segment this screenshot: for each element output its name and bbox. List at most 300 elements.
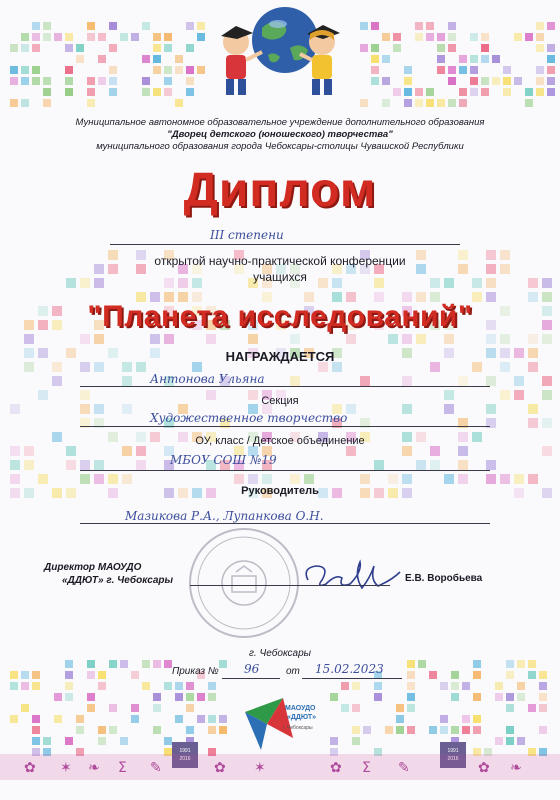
mosaic-tile [122, 474, 132, 484]
mosaic-tile [262, 474, 272, 484]
mosaic-tile [517, 660, 525, 668]
mosaic-tile [153, 693, 161, 701]
mosaic-tile [120, 33, 128, 41]
mosaic-tile [473, 715, 481, 723]
mosaic-tile [407, 726, 415, 734]
mosaic-tile [514, 33, 522, 41]
mosaic-tile [87, 22, 95, 30]
mosaic-tile [32, 22, 40, 30]
mosaic-tile [76, 715, 84, 723]
mosaic-tile [65, 33, 73, 41]
mosaic-tile [108, 474, 118, 484]
mosaic-tile [32, 737, 40, 745]
mosaic-tile [418, 660, 426, 668]
mosaic-tile [32, 682, 40, 690]
mosaic-tile [404, 88, 412, 96]
mosaic-tile [66, 460, 76, 470]
mosaic-tile [87, 660, 95, 668]
mosaic-tile [153, 55, 161, 63]
mosaic-tile [352, 726, 360, 734]
mosaic-tile [448, 66, 456, 74]
mosaic-tile [396, 704, 404, 712]
conference-name: "Планета исследований" [87, 300, 473, 333]
mosaic-tile [32, 44, 40, 52]
round-stamp [190, 529, 298, 637]
years-end-right: 2016 [447, 756, 459, 762]
mosaic-tile [536, 33, 544, 41]
mosaic-tile [528, 474, 538, 484]
recipient-name: Антонова Ульяна [150, 372, 265, 386]
mosaic-tile [153, 44, 161, 52]
mosaic-tile [514, 77, 522, 85]
mosaic-tile [404, 66, 412, 74]
mosaic-tile [10, 44, 18, 52]
mosaic-tile [186, 704, 194, 712]
mosaic-tile [536, 44, 544, 52]
mosaic-tile [65, 682, 73, 690]
years-start-left: 1991 [179, 748, 191, 754]
school-value: МБОУ СОШ №19 [170, 453, 277, 467]
mosaic-tile [539, 726, 547, 734]
mosaic-tile [65, 44, 73, 52]
mosaic-tile [430, 446, 440, 456]
mosaic-tile [536, 77, 544, 85]
mosaic-tile [503, 88, 511, 96]
mosaic-tile [120, 737, 128, 745]
section-line [80, 426, 490, 427]
book-icon-2: ✎ [398, 760, 410, 776]
mosaic-tile [506, 660, 514, 668]
mosaic-tile [10, 682, 18, 690]
logo-text-1: МАОУДО [285, 705, 316, 712]
order-date: 15.02.2023 [315, 662, 384, 676]
mosaic-tile [486, 376, 496, 386]
mosaic-tile [374, 682, 382, 690]
mosaic-tile [382, 33, 390, 41]
mosaic-tile [10, 715, 18, 723]
mosaic-tile [426, 33, 434, 41]
director-signature-line [190, 585, 390, 586]
order-number: 96 [244, 662, 260, 676]
mosaic-tile [525, 99, 533, 107]
mosaic-tile [43, 99, 51, 107]
mosaic-tile [32, 77, 40, 85]
mosaic-tile [153, 66, 161, 74]
mosaic-tile [24, 446, 34, 456]
mosaic-tile [481, 44, 489, 52]
mosaic-tile [219, 715, 227, 723]
mosaic-tile [175, 682, 183, 690]
mosaic-tile [547, 77, 555, 85]
mosaic-tile [416, 334, 426, 344]
mosaic-tile [360, 44, 368, 52]
mosaic-tile [426, 88, 434, 96]
mosaic-tile [437, 66, 445, 74]
mosaic-tile [458, 474, 468, 484]
mosaic-tile [65, 693, 73, 701]
mosaic-tile [451, 671, 459, 679]
mosaic-tile [164, 88, 172, 96]
mosaic-tile [290, 474, 300, 484]
mosaic-tile [164, 44, 172, 52]
mosaic-tile [43, 77, 51, 85]
mosaic-tile [500, 474, 510, 484]
mosaic-tile [528, 704, 536, 712]
mosaic-tile [360, 99, 368, 107]
mosaic-tile [43, 22, 51, 30]
mosaic-tile [451, 726, 459, 734]
mosaic-tile [21, 704, 29, 712]
mosaic-tile [495, 693, 503, 701]
mosaic-tile [415, 99, 423, 107]
mosaic-tile [76, 44, 84, 52]
mosaic-tile [470, 77, 478, 85]
mosaic-tile [444, 334, 454, 344]
mosaic-tile [32, 66, 40, 74]
mosaic-tile [459, 55, 467, 63]
years-start-right: 1991 [447, 748, 459, 754]
mosaic-tile [407, 682, 415, 690]
mosaic-tile [206, 334, 216, 344]
mosaic-tile [175, 693, 183, 701]
mosaic-tile [87, 693, 95, 701]
mosaic-tile [66, 446, 76, 456]
mosaic-tile [451, 693, 459, 701]
mosaic-tile [415, 22, 423, 30]
mosaic-tile [208, 715, 216, 723]
supervisor-line [80, 523, 490, 524]
school-line [80, 470, 490, 471]
mosaic-tile [396, 726, 404, 734]
mosaic-tile [21, 99, 29, 107]
mosaic-tile [142, 660, 150, 668]
mosaic-tile [54, 693, 62, 701]
mosaic-tile [65, 660, 73, 668]
mosaic-tile [98, 737, 106, 745]
logo-text-3: г. Чебоксары [283, 725, 313, 731]
mosaic-tile [54, 33, 62, 41]
mosaic-tile [80, 334, 90, 344]
city: г. Чебоксары [248, 648, 312, 659]
mosaic-tile [21, 44, 29, 52]
mosaic-tile [219, 726, 227, 734]
mosaic-tile [404, 99, 412, 107]
mosaic-tile [473, 693, 481, 701]
mosaic-tile [500, 334, 510, 344]
mosaic-tile [122, 376, 132, 386]
mosaic-tile [80, 460, 90, 470]
mosaic-tile [430, 460, 440, 470]
mosaic-tile [539, 682, 547, 690]
mosaic-tile [10, 474, 20, 484]
mosaic-tile [486, 460, 496, 470]
mosaic-tile [352, 682, 360, 690]
mosaic-tile [136, 460, 146, 470]
award-label: НАГРАЖДАЕТСЯ [225, 349, 335, 364]
mosaic-tile [98, 33, 106, 41]
mosaic-tile [65, 737, 73, 745]
mosaic-tile [164, 334, 174, 344]
logo-text-2: «ДДЮТ» [287, 714, 317, 721]
mosaic-tile [528, 660, 536, 668]
mosaic-tile [186, 22, 194, 30]
mosaic-tile [87, 671, 95, 679]
flower-icon-3: ✿ [330, 760, 342, 776]
mosaic-tile [32, 715, 40, 723]
mosaic-tile [371, 22, 379, 30]
mosaic-tile [65, 88, 73, 96]
mosaic-tile [393, 44, 401, 52]
mosaic-tile [437, 55, 445, 63]
mosaic-tile [175, 715, 183, 723]
mosaic-tile [164, 77, 172, 85]
org-line-2: "Дворец детского (юношеского) творчества" [167, 129, 393, 140]
mosaic-tile [470, 33, 478, 41]
mosaic-tile [248, 334, 258, 344]
mosaic-tile [473, 726, 481, 734]
mosaic-tile [525, 88, 533, 96]
mosaic-tile [43, 737, 51, 745]
mosaic-tile [448, 44, 456, 52]
mosaic-tile [164, 33, 172, 41]
mosaic-tile [80, 474, 90, 484]
mosaic-tile [153, 33, 161, 41]
spark-icon: ✶ [60, 760, 72, 776]
mosaic-tile [470, 88, 478, 96]
mosaic-tile [109, 66, 117, 74]
mosaic-tile [539, 704, 547, 712]
mosaic-tile [186, 88, 194, 96]
mosaic-tile [98, 726, 106, 734]
mosaic-tile [346, 334, 356, 344]
drop-icon: ❧ [88, 760, 100, 776]
mosaic-tile [197, 693, 205, 701]
mosaic-tile [21, 77, 29, 85]
mosaic-tile [542, 376, 552, 386]
mosaic-tile [528, 671, 536, 679]
director-title-2: «ДДЮТ» г. Чебоксары [62, 575, 174, 586]
mosaic-tile [539, 693, 547, 701]
mosaic-tile [52, 376, 62, 386]
mosaic-tile [219, 660, 227, 668]
mosaic-tile [197, 715, 205, 723]
mosaic-tile [547, 66, 555, 74]
mosaic-tile [54, 715, 62, 723]
org-line-1: Муниципальное автономное образовательное учреждение дополнительного образования [75, 117, 485, 128]
mosaic-tile [330, 693, 338, 701]
mosaic-tile [197, 66, 205, 74]
flower-icon-4: ✿ [478, 760, 490, 776]
mosaic-tile [186, 77, 194, 85]
mosaic-tile [514, 376, 524, 386]
mosaic-tile [486, 474, 496, 484]
mosaic-tile [402, 334, 412, 344]
director-name: Е.В. Воробьева [405, 573, 483, 584]
mosaic-tile [363, 726, 371, 734]
mosaic-tile [208, 726, 216, 734]
footer-symbol-band [0, 754, 560, 780]
mosaic-tile [32, 33, 40, 41]
mosaic-tile [109, 704, 117, 712]
mosaic-tile [506, 671, 514, 679]
mosaic-tile [208, 682, 216, 690]
mosaic-tile [109, 726, 117, 734]
mosaic-tile [98, 682, 106, 690]
mosaic-tile [458, 376, 468, 386]
sigma-icon: Σ [118, 760, 127, 776]
mosaic-tile [473, 671, 481, 679]
mosaic-tile [352, 737, 360, 745]
mosaic-tile [43, 33, 51, 41]
mosaic-tile [150, 334, 160, 344]
order-number-line [222, 678, 280, 679]
mosaic-tile [10, 99, 18, 107]
mosaic-tile [371, 77, 379, 85]
mosaic-tile [481, 33, 489, 41]
mosaic-tile [371, 55, 379, 63]
mosaic-tile [186, 44, 194, 52]
book-icon: ✎ [150, 760, 162, 776]
mosaic-tile [517, 693, 525, 701]
mosaic-tile [437, 99, 445, 107]
mosaic-tile [486, 334, 496, 344]
mosaic-tile [94, 460, 104, 470]
mosaic-tile [393, 33, 401, 41]
mosaic-tile [109, 22, 117, 30]
mosaic-tile [153, 726, 161, 734]
mosaic-tile [175, 99, 183, 107]
mosaic-tile [503, 77, 511, 85]
mosaic-tile [470, 55, 478, 63]
mosaic-tile [186, 66, 194, 74]
mosaic-tile [76, 55, 84, 63]
mosaic-tile [470, 66, 478, 74]
mosaic-tile [458, 460, 468, 470]
mosaic-tile [440, 715, 448, 723]
mosaic-tile [517, 737, 525, 745]
mosaic-tile [109, 660, 117, 668]
mosaic-tile [142, 55, 150, 63]
mosaic-tile [536, 66, 544, 74]
mosaic-tile [462, 682, 470, 690]
mosaic-tile [290, 334, 300, 344]
mosaic-tile [407, 660, 415, 668]
mosaic-tile [536, 88, 544, 96]
mosaic-tile [164, 682, 172, 690]
mosaic-tile [542, 334, 552, 344]
years-end-left: 2016 [179, 756, 191, 762]
mosaic-tile [186, 682, 194, 690]
mosaic-tile [429, 726, 437, 734]
drop-icon-2: ❧ [510, 760, 522, 776]
mosaic-tile [142, 22, 150, 30]
mosaic-tile [547, 44, 555, 52]
mosaic-tile [374, 693, 382, 701]
mosaic-tile [396, 715, 404, 723]
supervisor-value: Мазикова Р.А., Лупанкова О.Н. [125, 509, 324, 523]
mosaic-tile [459, 99, 467, 107]
mosaic-tile [462, 726, 470, 734]
mosaic-tile [186, 693, 194, 701]
supervisor-label: Руководитель [241, 485, 319, 497]
mosaic-tile [122, 446, 132, 456]
degree-line [110, 244, 460, 245]
mosaic-tile [371, 66, 379, 74]
order-label: Приказ № [172, 666, 219, 677]
mosaic-tile [142, 682, 150, 690]
mosaic-tile [448, 22, 456, 30]
mosaic-tile [448, 77, 456, 85]
mosaic-tile [492, 55, 500, 63]
mosaic-tile [517, 682, 525, 690]
mosaic-tile [426, 22, 434, 30]
mosaic-tile [525, 33, 533, 41]
mosaic-tile [547, 22, 555, 30]
mosaic-tile [153, 660, 161, 668]
mosaic-tile [98, 55, 106, 63]
mosaic-tile [388, 474, 398, 484]
mosaic-tile [153, 88, 161, 96]
degree-value: III степени [210, 228, 284, 242]
mosaic-tile [87, 88, 95, 96]
mosaic-tile [21, 33, 29, 41]
mosaic-tile [131, 33, 139, 41]
mosaic-tile [429, 671, 437, 679]
mosaic-tile [94, 334, 104, 344]
mosaic-tile [65, 671, 73, 679]
mosaic-tile [437, 33, 445, 41]
mosaic-tile [402, 474, 412, 484]
mosaic-tile [131, 715, 139, 723]
mosaic-tile [437, 44, 445, 52]
mosaic-tile [547, 55, 555, 63]
mosaic-tile [186, 726, 194, 734]
mosaic-tile [98, 77, 106, 85]
mosaic-tile [352, 704, 360, 712]
director-title-1: Директор МАОУДО [44, 562, 142, 573]
mosaic-tile [440, 682, 448, 690]
mosaic-tile [21, 682, 29, 690]
mosaic-tile [248, 474, 258, 484]
mosaic-tile [360, 474, 370, 484]
mosaic-tile [32, 726, 40, 734]
mosaic-tile [415, 33, 423, 41]
mosaic-tile [76, 726, 84, 734]
mosaic-tile [382, 99, 390, 107]
mosaic-tile [388, 334, 398, 344]
mosaic-tile [10, 446, 20, 456]
mosaic-tile [382, 77, 390, 85]
mosaic-tile [495, 737, 503, 745]
mosaic-tile [459, 66, 467, 74]
mosaic-tile [10, 671, 18, 679]
star-icon: ✶ [254, 760, 266, 776]
flower-icon-2: ✿ [214, 760, 226, 776]
mosaic-tile [94, 474, 104, 484]
mosaic-tile [506, 726, 514, 734]
mosaic-tile [10, 460, 20, 470]
mosaic-tile [371, 44, 379, 52]
mosaic-tile [65, 66, 73, 74]
mosaic-tile [43, 88, 51, 96]
org-line-3: муниципального образования города Чебоксары-столицы Чувашской Республики [96, 141, 464, 152]
mosaic-tile [528, 334, 538, 344]
mosaic-tile [87, 33, 95, 41]
mosaic-tile [448, 33, 456, 41]
mosaic-tile [506, 693, 514, 701]
mosaic-tile [462, 715, 470, 723]
mosaic-tile [175, 55, 183, 63]
